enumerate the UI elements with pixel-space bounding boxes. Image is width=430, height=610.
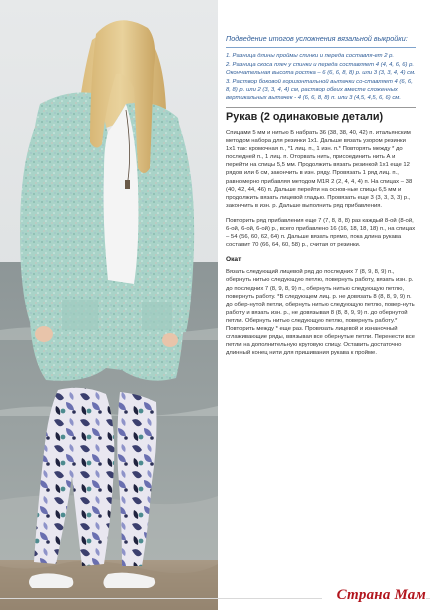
note-item-2: 2. Разница скоса плеч у спинки и переда составляет 4 (4, 4, 6, 6) р. Окончательная высота ростка – 6 (6, 6, 8, 8) р. или 3 (3, 3, 4, 4) см. [226, 62, 416, 76]
note-item-3: 3. Раствор боковой горизонтальной вытачки со-ставляет 4 (6, 6, 8, 8) р. или 2 (3, 3, 4, 4) см, раствор обеих вместе сложенных вертикальных вытачек - 4 (6, 6, 8, 8) п. или 3 (4,5, 4,5, 6, 6) см. [226, 79, 413, 101]
notes-title: Подведение итогов усложнения вязальной выкройки: [226, 34, 408, 43]
sleeve-paragraph-2: Повторить ряд прибавления еще 7 (7, 8, 8, 8) раз каждый 8-ой (8-ой, 6-ой, 6-ой, 6-ой) р., всего прибавлено 16 (16, 18, 18, 18) п., на спицах – 54 (56, 60, 62, 64) п. Дальше вязать прямо, пока длина рукава составит 70 (66, 64, 60, 58) р., считая от резинки. [226, 217, 416, 249]
text-column [226, 34, 416, 364]
sleeve-title: Рукав (2 одинаковые детали) [226, 111, 384, 123]
sleeve-paragraph-1: Спицами 5 мм и нитью Б набрать 36 (38, 38, 40, 42) п. итальянским методом набора для резинки 1х1. Дальше вязать узором резинки 1х1 так: кромочная п., *1 лиц. п., 1 изн. п.* Повторять между * до последней п., 1 лиц. п. Оторвать нить, присоединить нить А и перейти на спицы 5,5 мм. Продолжить вязать резинкой 1х1 еще 12 рядов или 6 см, закончить в изн. ряду. Провязать 1 ряд лиц. п., равномерно прибавляя методом M1R 2 (2, 4, 4, 4) п. На спицах – 38 (40, 42, 44, 46) п. Дальше перейти на основ-ные спицы 6,5 мм и продолжить вязать лицевой гладью. Провязать еще 3 (3, 3, 3, 3) р., закончить в изн. р. Дальше выполнить ряд прибавления. [226, 130, 413, 209]
notes-divider [226, 47, 416, 48]
okat-title: Окат [226, 256, 242, 264]
note-item-1: 1. Разница длины проймы спинки и переда составля-ет 2 р. [226, 53, 395, 59]
site-logo: Страна Мам [322, 584, 426, 606]
section-divider [226, 107, 416, 108]
okat-paragraph: Вязать следующий лицевой ряд до последних 7 (8, 9, 8, 9) п., обернуть нитью следующую петлю, повернуть работу, вязать изн. р. до последних 7 (8, 9, 8, 9) п., обернуть нитью следующую петлю, повернуть работу. *В следующем лиц. р. не довязать 8 (8, 8, 9, 9) п. до обер-нутой петли, обернуть нитью следующую петлю, повер-нуть работу и вязать изн. р., не довязывая 8 (8, 8, 9, 9) п. до обернутой петли. Обернуть нитью следующую петлю, повернуть работу.* Повторить между * еще раз. Провязать лицевой и изнаночный сглаживающие ряды, ввязывая все обернутые петли. Перенести все петли на дополнительную круговую спицу. Оставить достаточно длинный конец нити для пришивания рукава к пройме. [226, 269, 415, 357]
